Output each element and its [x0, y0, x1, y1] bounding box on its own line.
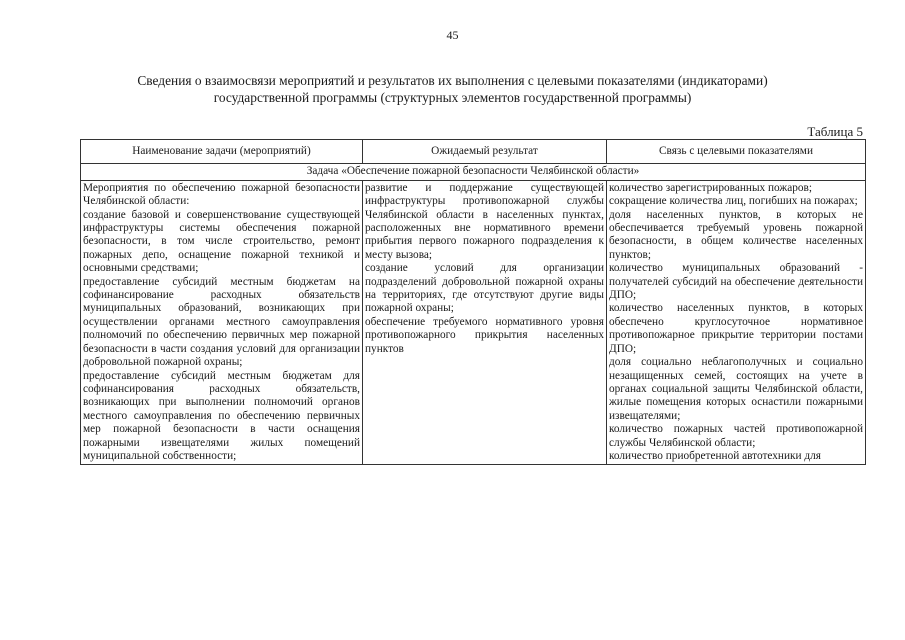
indicator-item: доля населенных пунктов, в которых не обеспечивается требуемый уровень пожарной безопасности, в общем количестве населенных пунктов; [609, 208, 863, 261]
indicators-cell [607, 180, 866, 465]
indicator-item: доля социально неблагополучных и социально незащищенных семей, состоящих на учете в органах социальной защиты Челябинской области, жилые помещения которых оснастили пожарными извещателями; [609, 356, 863, 422]
result-item: создание условий для организации подразделений добровольной пожарной охраны на территориях, где отсутствуют другие виды пожарной охраны; [365, 262, 604, 315]
header-tasks: Наименование задачи (мероприятий) [81, 140, 363, 164]
result-item: обеспечение требуемого нормативного уровня противопожарного прикрытия населенных пунктов [365, 315, 604, 355]
results-table [80, 139, 866, 465]
task-row [81, 164, 866, 180]
indicator-item: количество пожарных частей противопожарной службы Челябинской области; [609, 423, 863, 449]
indicator-item: количество населенных пунктов, в которых обеспечено круглосуточное нормативное противопожарное прикрытие территории постами ДПО; [609, 302, 863, 355]
tasks-item: предоставление субсидий местным бюджетам для софинансирования расходных обязательств, возникающих при выполнении полномочий органов местного самоуправления по обеспечению первичных мер пожарной безопасности в части оснащения пожарными извещателями жилых помещений муниципальной собственности; [83, 369, 360, 462]
header-expected-result: Ожидаемый результат [363, 140, 607, 164]
expected-result-cell [363, 180, 607, 465]
tasks-cell [81, 180, 363, 465]
table-label: Таблица 5 [807, 124, 863, 139]
indicator-item: количество муниципальных образований - получателей субсидий на обеспечение деятельности ДПО; [609, 262, 863, 302]
header-link-to-indicators: Связь с целевыми показателями [607, 140, 866, 164]
title-line-1: Сведения о взаимосвязи мероприятий и результатов их выполнения с целевыми показателями (индикаторами) [137, 73, 768, 88]
indicator-item: количество зарегистрированных пожаров; [609, 181, 813, 194]
tasks-item: Мероприятия по обеспечению пожарной безопасности Челябинской области: [83, 181, 360, 208]
indicator-item: сокращение количества лиц, погибших на пожарах; [609, 195, 858, 208]
result-item: развитие и поддержание существующей инфраструктуры противопожарной службы Челябинской области в населенных пунктах, расположенных вне нормативного времени прибытия первого пожарного подразделения к месту вызова; [365, 181, 604, 261]
tasks-item: предоставление субсидий местным бюджетам на софинансирование расходных обязательств муниципальных образований, возникающих при осуществлении органами местного самоуправления полномочий по обеспечению первичных мер пожарной безопасности в части создания условий для организации добровольной пожарной охраны; [83, 275, 360, 369]
document-title [60, 72, 845, 106]
header-row [81, 140, 866, 164]
table-row [81, 180, 866, 465]
title-line-2: государственной программы (структурных элементов государственной программы) [213, 90, 692, 105]
indicator-item: количество приобретенной автотехники для [609, 449, 821, 462]
page-number: 45 [446, 28, 459, 42]
task-title: Задача «Обеспечение пожарной безопасности Челябинской области» [81, 164, 866, 180]
tasks-item: создание базовой и совершенствование существующей инфраструктуры системы обеспечения пожарной безопасности, в том числе строительство, ремонт пожарных депо, оснащение пожарной техникой и основными средствами; [83, 208, 360, 275]
